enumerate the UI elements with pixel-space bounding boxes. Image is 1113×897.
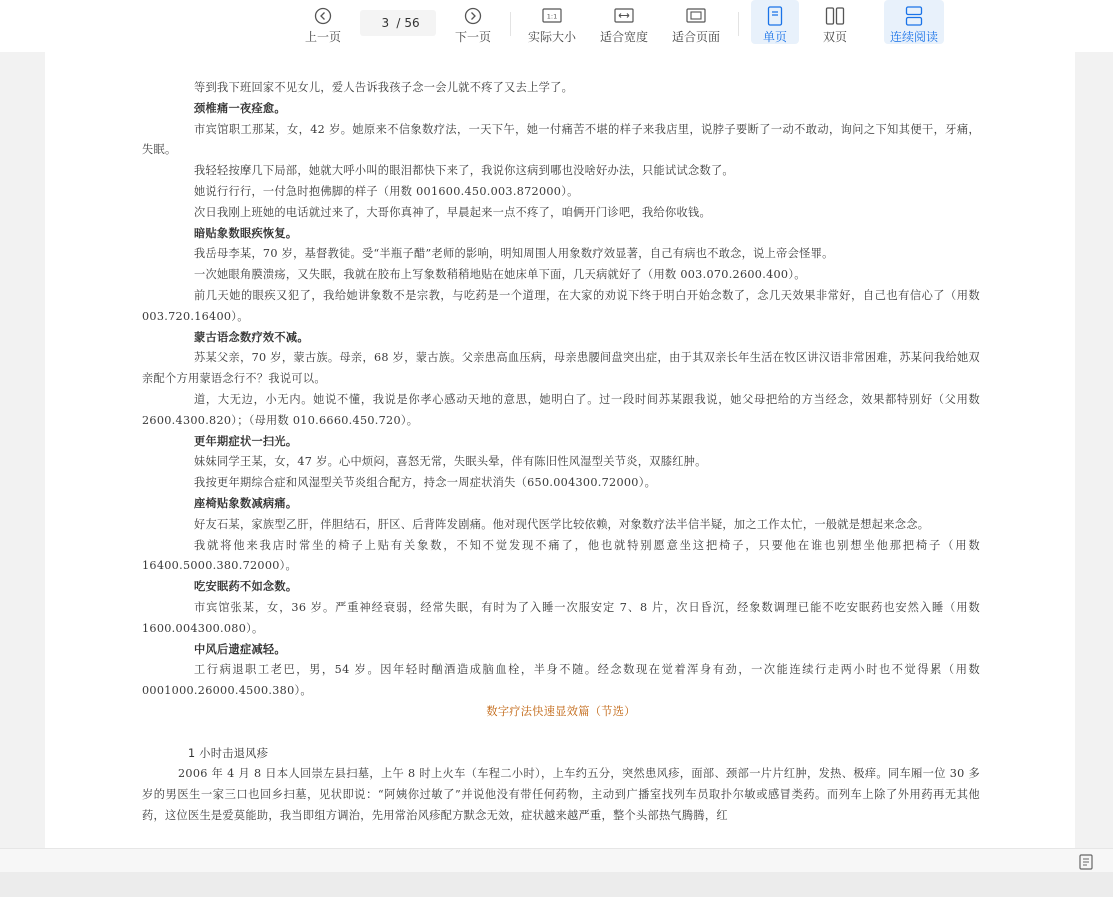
- body-paragraph: 市宾馆张某，女，36 岁。严重神经衰弱，经常失眠，有时为了入睡一次服安定 7、8 片，次日昏沉，经象数调理已能不吃安眠药也安然入睡（用数 1600.004300.080）。: [142, 600, 980, 635]
- svg-text:1:1: 1:1: [546, 12, 558, 21]
- next-page-label: 下一页: [454, 30, 491, 44]
- current-page-input[interactable]: [376, 16, 394, 30]
- body-paragraph: 我轻轻按摩几下局部，她就大呼小叫的眼泪都快下来了，我说你这病到哪也没啥好办法，只能试试念数了。: [194, 164, 734, 178]
- case-heading: 颈椎痛一夜痊愈。: [194, 101, 286, 115]
- body-paragraph: 前几天她的眼疾又犯了，我给她讲象数不是宗教，与吃药是一个道理，在大家的劝说下终于明白开始念数了，念几天效果非常好，自己也有信心了（用数 003.720.16400）。: [142, 288, 980, 323]
- single-page-icon: [767, 6, 783, 26]
- single-page-button[interactable]: [751, 0, 799, 44]
- body-paragraph: 等到我下班回家不见女儿，爱人告诉我孩子念一会儿就不疼了又去上学了。: [194, 81, 574, 94]
- body-paragraph: 道，大无边，小无内。她说不懂，我说是你孝心感动天地的意思，她明白了。过一段时间苏某跟我说，她父母把给的方当经念，效果都特别好（父用数 2600.4300.820）；（母用数 010.6660.450.720）。: [142, 392, 980, 427]
- single-page-label: 单页: [762, 30, 787, 44]
- document-content: [142, 78, 980, 827]
- fit-width-label: 适合宽度: [599, 30, 648, 44]
- chevron-left-circle-icon: [314, 6, 332, 26]
- body-paragraph: 一次她眼角膜溃疡，又失眠，我就在胶布上写象数稍稍地贴在她床单下面，几天病就好了（用数 003.070.2600.400）。: [194, 268, 806, 282]
- body-paragraph: 苏某父亲，70 岁，蒙古族。母亲，68 岁，蒙古族。父亲患高血压病，母亲患腰间盘突出症，由于其双亲长年生活在牧区讲汉语非常困难，苏某问我给她双亲配个方用蒙语念行不？我说可以。: [142, 351, 980, 386]
- body-paragraph: 次日我刚上班她的电话就过来了，大哥你真神了，早晨起来一点不疼了，咱俩开门诊吧，我给你收钱。: [194, 205, 711, 219]
- double-page-icon: [825, 6, 845, 26]
- subsection-heading: 1 小时击退风疹: [188, 746, 269, 760]
- prev-page-label: 上一页: [304, 30, 341, 44]
- section-title: 数字疗法快速显效篇（节选）: [486, 704, 636, 718]
- actual-size-button[interactable]: [524, 4, 580, 46]
- prev-page-button[interactable]: [300, 4, 346, 46]
- continuous-reading-icon: [905, 6, 923, 26]
- body-paragraph: 我按更年期综合症和风湿型关节炎组合配方，持念一周症状消失（650.004300.72000）。: [194, 476, 657, 490]
- document-outline-icon[interactable]: [1079, 854, 1093, 874]
- case-heading: 暗贴象数眼疾恢复。: [194, 226, 298, 240]
- fit-page-label: 适合页面: [671, 30, 720, 44]
- case-heading: 中风后遗症减轻。: [194, 642, 286, 656]
- bottom-bar: [0, 848, 1113, 872]
- double-page-button[interactable]: [812, 4, 858, 46]
- body-paragraph: 我岳母李某，70 岁，基督教徒。受“半瓶子醋”老师的影响，明知周围人用象数疗效显著，自己有病也不敢念，说上帝会怪罪。: [194, 247, 834, 261]
- reader-toolbar: [0, 0, 1113, 52]
- viewer-footer-area: [0, 872, 1113, 897]
- body-paragraph: 她说行行行，一付急时抱佛脚的样子（用数 001600.450.003.872000）。: [194, 184, 579, 198]
- fit-page-button[interactable]: [668, 4, 724, 46]
- total-pages: 56: [404, 16, 420, 30]
- actual-size-icon: [542, 6, 562, 26]
- page-separator: /: [396, 16, 401, 30]
- page-indicator: [360, 10, 436, 36]
- document-page: [45, 52, 1075, 848]
- body-paragraph: 好友石某，家族型乙肝，伴胆结石，肝区、后背阵发剧痛。他对现代医学比较依赖，对象数疗法半信半疑，加之工作太忙，一般就是想起来念念。: [194, 517, 930, 531]
- body-paragraph: 我就将他来我店时常坐的椅子上贴有关象数，不知不觉发现不痛了，他也就特别愿意坐这把椅子，只要他在谁也别想坐他那把椅子（用数 16400.5000.380.72000）。: [142, 538, 980, 573]
- case-heading: 更年期症状一扫光。: [194, 434, 298, 448]
- case-heading: 座椅贴象数减病痛。: [194, 496, 298, 510]
- double-page-label: 双页: [822, 30, 847, 44]
- chevron-right-circle-icon: [464, 6, 482, 26]
- case-heading: 吃安眠药不如念数。: [194, 580, 298, 594]
- body-paragraph: 妹妹同学王某，女，47 岁。心中烦闷，喜怒无常，失眠头晕，伴有陈旧性风湿型关节炎，双膝红肿。: [194, 455, 707, 469]
- body-paragraph: 2006 年 4 月 8 日本人回崇左县扫墓，上午 8 时上火车（车程二小时），上车约五分，突然患风疹，面部、颈部一片片红肿，发热、极痒。同车厢一位 30 多岁的男医生一家三口也回乡扫墓，见状即说：“阿姨你过敏了”并说他没有带任何药物，主动到广播室找列车员取扑尔敏或感冒类药。而列车上除了外用药再无其他药，这位医生是爱莫能助，我当即组方调治，先用常治风疹配方默念无效，症状越来越严重，整个头部热气腾腾，红: [142, 767, 980, 822]
- fit-page-icon: [686, 6, 706, 26]
- actual-size-label: 实际大小: [527, 30, 576, 44]
- toolbar-divider: [510, 12, 511, 36]
- fit-width-button[interactable]: [596, 4, 652, 46]
- body-paragraph: 市宾馆职工那某，女，42 岁。她原来不信象数疗法，一天下午，她一付痛苦不堪的样子来我店里，说脖子要断了一动不敢动，询问之下知其便干，牙痛，失眠。: [142, 122, 980, 157]
- continuous-reading-button[interactable]: [884, 0, 944, 44]
- body-paragraph: 工行病退职工老巴，男，54 岁。因年轻时酗酒造成脑血栓，半身不随。经念数现在觉着浑身有劲，一次能连续行走两小时也不觉得累（用数 0001000.26000.4500.380）。: [142, 663, 980, 698]
- fit-width-icon: [614, 6, 634, 26]
- continuous-reading-label: 连续阅读: [889, 30, 938, 44]
- case-heading: 蒙古语念数疗效不减。: [194, 330, 309, 344]
- toolbar-divider: [738, 12, 739, 36]
- next-page-button[interactable]: [450, 4, 496, 46]
